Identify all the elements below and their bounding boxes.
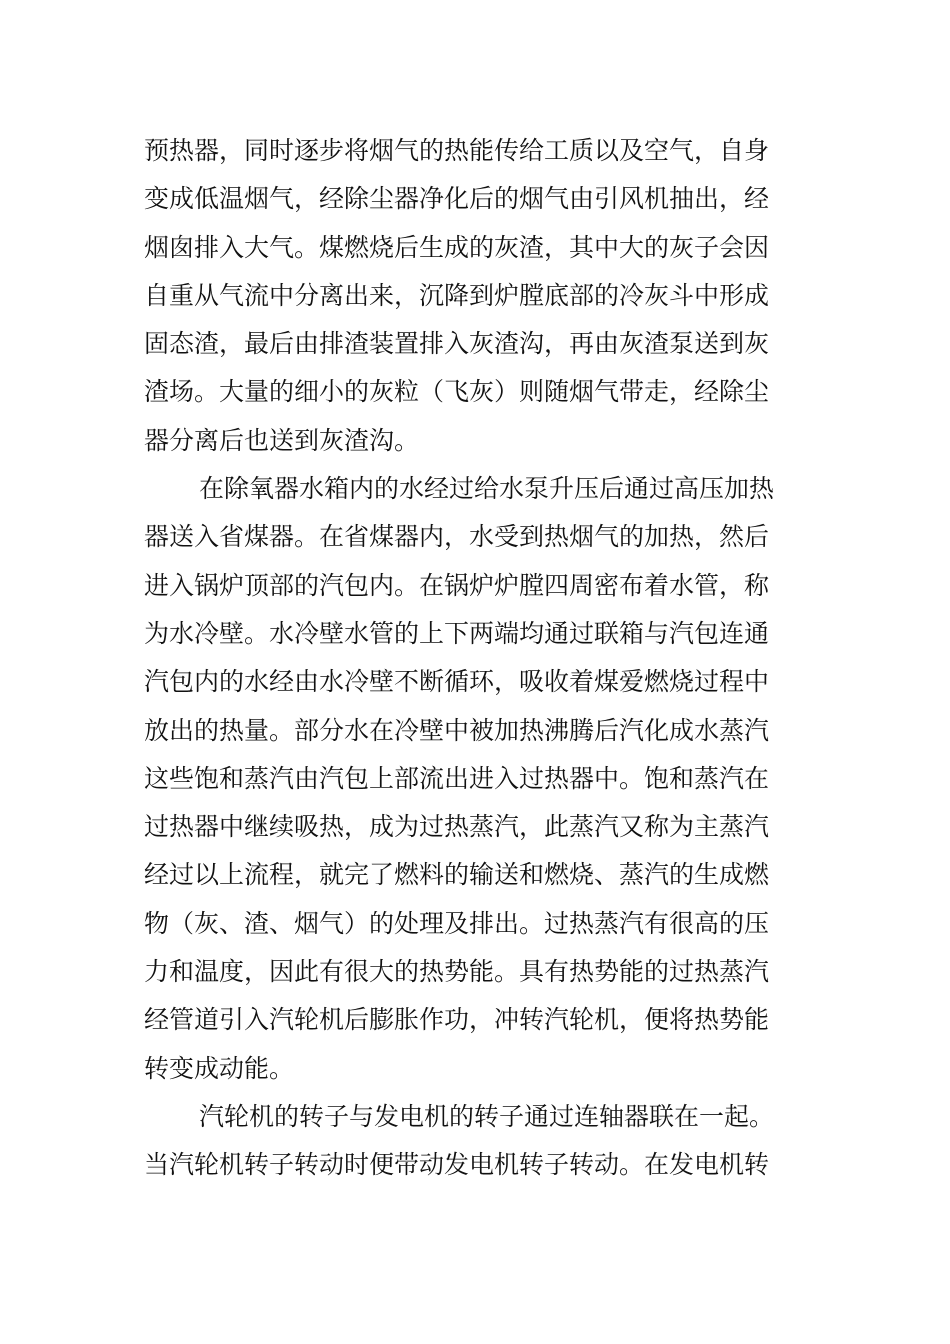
text-line: 为水冷壁。水冷壁水管的上下两端均通过联箱与汽包连通 — [144, 618, 770, 648]
text-line: 汽包内的水经由水冷壁不断循环，吸收着煤爱燃烧过程中 — [144, 667, 770, 697]
text-line: 这些饱和蒸汽由汽包上部流出进入过热器中。饱和蒸汽在 — [144, 763, 770, 793]
text-line: 烟囱排入大气。煤燃烧后生成的灰渣，其中大的灰子会因 — [144, 232, 770, 262]
text-line: 进入锅炉顶部的汽包内。在锅炉炉膛四周密布着水管，称 — [144, 570, 770, 600]
text-line: 力和温度，因此有很大的热势能。具有热势能的过热蒸汽 — [144, 957, 770, 987]
paragraph-first-line: 在除氧器水箱内的水经过给水泵升压后通过高压加热 — [199, 474, 775, 504]
text-line: 固态渣，最后由排渣装置排入灰渣沟，再由灰渣泵送到灰 — [144, 329, 770, 359]
text-line: 预热器，同时逐步将烟气的热能传给工质以及空气，自身 — [144, 136, 770, 165]
text-line: 过热器中继续吸热，成为过热蒸汽，此蒸汽又称为主蒸汽 — [144, 812, 770, 842]
body-text — [144, 127, 808, 1190]
text-line: 放出的热量。部分水在冷壁中被加热沸腾后汽化成水蒸汽 — [144, 715, 770, 745]
text-line: 当汽轮机转子转动时便带动发电机转子转动。在发电机转 — [144, 1150, 770, 1180]
text-line: 自重从气流中分离出来，沉降到炉膛底部的冷灰斗中形成 — [144, 280, 770, 310]
text-line: 器分离后也送到灰渣沟。 — [144, 425, 420, 455]
text-line: 转变成动能。 — [144, 1053, 295, 1083]
text-line: 变成低温烟气，经除尘器净化后的烟气由引风机抽出，经 — [144, 184, 770, 214]
text-line: 经管道引入汽轮机后膨胀作功，冲转汽轮机，便将热势能 — [144, 1005, 770, 1035]
paragraph-first-line: 汽轮机的转子与发电机的转子通过连轴器联在一起。 — [199, 1101, 775, 1131]
text-line: 经过以上流程，就完了燃料的输送和燃烧、蒸汽的生成燃 — [144, 860, 770, 890]
text-line: 器送入省煤器。在省煤器内，水受到热烟气的加热，然后 — [144, 522, 770, 552]
text-line: 物（灰、渣、烟气）的处理及排出。过热蒸汽有很高的压 — [144, 908, 770, 938]
text-line: 渣场。大量的细小的灰粒（飞灰）则随烟气带走，经除尘 — [144, 377, 770, 407]
